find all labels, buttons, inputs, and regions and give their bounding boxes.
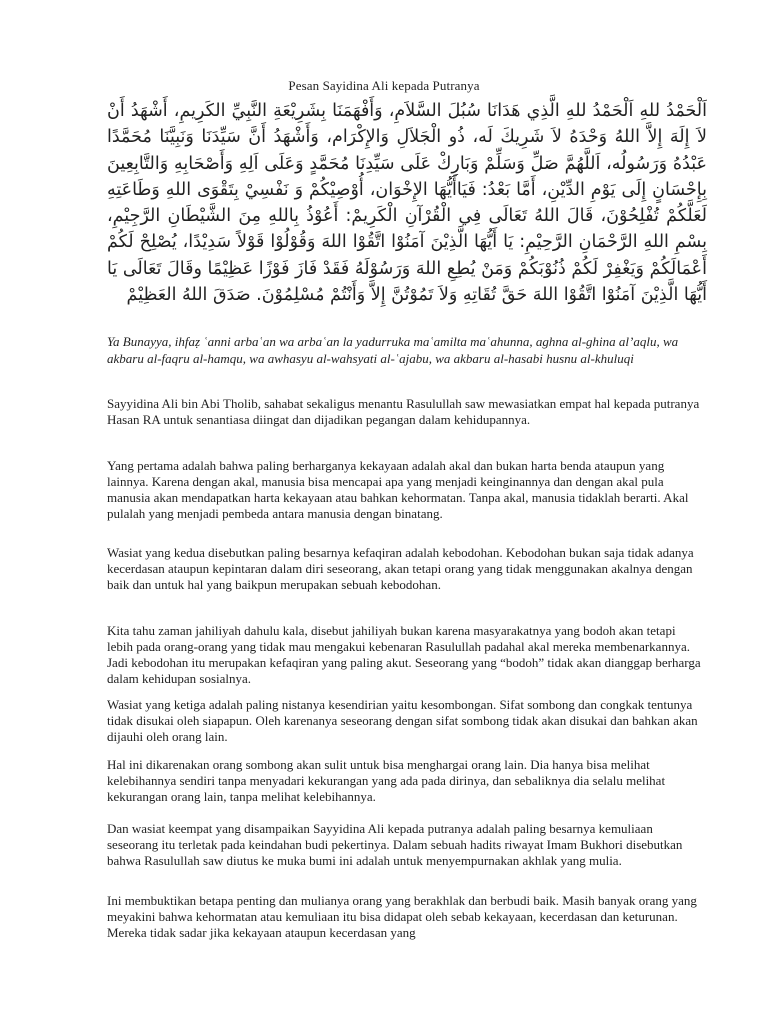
paragraph: Dan wasiat keempat yang disampaikan Sayyidina Ali kepada putranya adalah paling besarnya kemuliaan seseorang itu terletak pada keindahan budi pekertinya. Dalam sebuah hadits riwayat Imam Bukhori disebutkan bahwa Rasulullah saw diutus ke muka bumi ini adalah untuk menyempurnakan akhlak yang mulia. bbox=[107, 821, 683, 868]
transliteration-text: Ya Bunayya, ihfaẓ ʿanni arbaʿan wa arbaʿan la yadurruka maʿamilta maʿahunna, aghna al-ghina al’aqlu, wa akbaru al-faqru al-hamqu, wa awhasyu al-wahsyati al-ʿajabu, wa akbaru al-hasabi husnu al-khuluqi bbox=[107, 334, 679, 366]
paragraph: Kita tahu zaman jahiliyah dahulu kala, disebut jahiliyah bukan karena masyarakatnya yang bodoh akan tetapi lebih pada orang-orang yang tidak mau mengakui kebenaran Rasulullah padahal akal mereka membenarkannya. Jadi kebodohan itu merupakan kefaqiran yang paling akut. Seseorang yang “bodoh” tidak akan dianggap berharga dalam kehidupan sosialnya. bbox=[107, 623, 701, 686]
paragraph: Sayyidina Ali bin Abi Tholib, sahabat sekaligus menantu Rasulullah saw mewasiatkan empat hal kepada putranya Hasan RA untuk senantiasa diingat dan dijadikan pegangan dalam kehidupannya. bbox=[107, 396, 700, 427]
arabic-sermon-text: اَلْحَمْدُ للهِ اَلْحَمْدُ للهِ الَّذِي هَدَانَا سُبُلَ السَّلاَمِ، وَأَفْهَمَنَا بِشَرِيْعَةِ النَّبِيِّ الكَرِيمِ، أَشْهَدُ أَنْ لاَ إِلَهَ إِلاَّ اللهُ وَحْدَهُ لاَ شَرِيكَ لَه، ذُو الْجَلاَلِ وَالإِكْرَام، وَأَشْهَدُ أَنَّ سَيِّدَنَا وَنَبِيَّنَا مُحَمَّدًا عَبْدُهُ وَرَسُولُه، اَللَّهُمَّ صَلِّ وَسَلِّمْ وَبَارِكْ عَلَى سَيِّدِنَا مُحَمَّدٍ وَعَلَى اَلِهِ وَأَصْحَابِهِ وَالتَّابِعِينَ بِإِحْسَانٍ إِلَى يَوْمِ الدِّيْنِ، أَمَّا بَعْدُ: فَيَاأَيُّهَا الإِخْوَان، أُوْصِيْكُمْ وَ نَفْسِيْ بِتَقْوَى اللهِ وَطَاعَتِهِ لَعَلَّكُمْ تُفْلِحُوْنَ، قَالَ اللهُ تَعَالَى فِي الْقُرْآنِ الْكَرِيمْ: أَعُوْذُ بِاللهِ مِنَ الشَّيْطَانِ الرَّجِيْمِ، بِسْمِ اللهِ الرَّحْمَانِ الرَّحِيْمِ: يَا أَيُّهَا الَّذِيْنَ آمَنُوْا اتَّقُوْا اللهَ وَقُوْلُوْا قَوْلاً سَدِيْدًا، يُصْلِحْ لَكُمْ أَعْمَالَكُمْ وَيَغْفِرْ لَكُمْ ذُنُوْبَكُمْ وَمَنْ يُطِعِ اللهَ وَرَسُوْلَهُ فَقَدْ فَازَ فَوْزًا عَظِيْمًا وقَالَ تَعَالَى يَا أَيُّهَا الَّذِيْنَ آمَنُوْا اتَّقُوْا اللهَ حَقَّ تُقَاتِهِ وَلاَ تَمُوْتُنَّ إِلاَّ وَأَنْتُمْ مُسْلِمُوْنَ. صَدَقَ اللهُ العَظِيْمْ bbox=[107, 101, 707, 306]
paragraph: Wasiat yang kedua disebutkan paling besarnya kefaqiran adalah kebodohan. Kebodohan bukan saja tidak adanya kecerdasan ataupun kepintaran dalam diri seseorang, akan tetapi orang yang tidak menggunakan akalnya dengan baik dan untuk hal yang baikpun merupakan sebuah kebodohan. bbox=[107, 545, 694, 592]
paragraph: Yang pertama adalah bahwa paling berharganya kekayaan adalah akal dan bukan harta benda ataupun yang lainnya. Karena dengan akal, manusia bisa mencapai apa yang menjadi keinginannya dan dengan akal pula manusia akan mendapatkan harta kekayaan atau bahkan kehormatan. Tanpa akal, manusia tidaklah berarti. Akal pulalah yang menjadi pembeda antara manusia dengan binatang. bbox=[107, 458, 689, 521]
paragraph: Wasiat yang ketiga adalah paling nistanya kesendirian yaitu kesombongan. Sifat sombong dan congkak tentunya tidak disukai oleh siapapun. Oleh karenanya seseorang dengan sifat sombong tidak akan disukai dan bahkan akan dijauhi oleh orang lain. bbox=[107, 697, 698, 744]
paragraph: Ini membuktikan betapa penting dan mulianya orang yang berakhlak dan berbudi baik. Masih banyak orang yang meyakini bahwa kehormatan atau kemuliaan itu bisa didapat oleh sebab kekayaan, kecerdasan dan keturunan. Mereka tidak sadar jika kekayaan ataupun kecerdasan yang bbox=[107, 893, 697, 940]
paragraph: Hal ini dikarenakan orang sombong akan sulit untuk bisa menghargai orang lain. Dia hanya bisa melihat kelebihannya sendiri tanpa menyadari kekurangan yang ada pada dirinya, dan sebaliknya dia selalu melihat kekurangan orang lain, tanpa melihat kelebihannya. bbox=[107, 757, 666, 804]
document-title: Pesan Sayidina Ali kepada Putranya bbox=[288, 78, 480, 93]
